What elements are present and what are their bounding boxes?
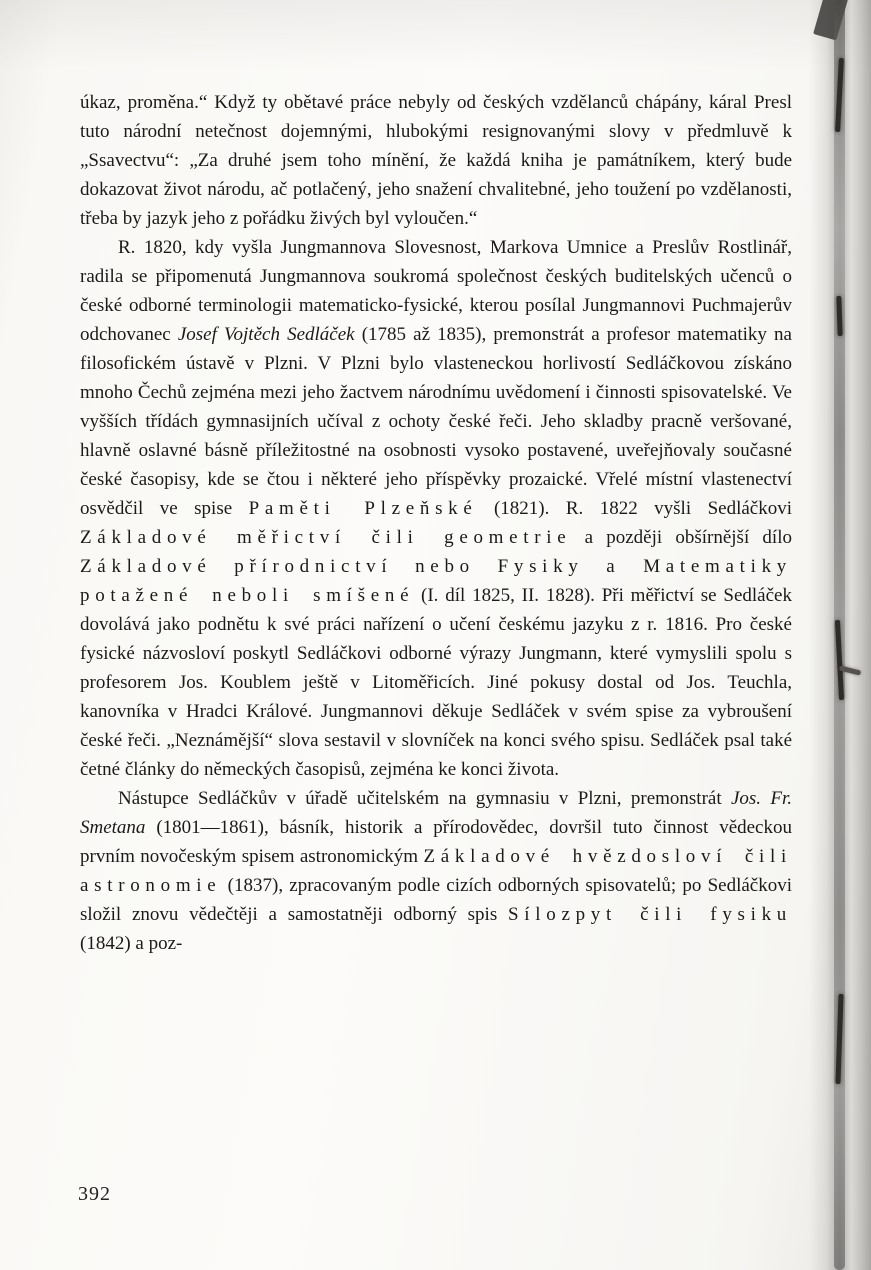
body-text: (1842) a poz-	[80, 933, 183, 954]
spaced-title-text: Základové hvězdosloví čili astronomie	[80, 846, 792, 896]
page-text	[80, 88, 792, 958]
paragraph	[80, 233, 792, 784]
italic-text: Jos. Fr. Smetana	[80, 788, 792, 838]
body-text: (I. díl 1825, II. 1828). Při měřictví se Sedláček dovolává jako podnětu k své práci nařízení o učení českému jazyku z r. 1816. Pro české fysické názvosloví poskytl Sedláčkovi odborné výrazy Jungmann, které vymyslili spolu s profesorem Jos. Koublem ještě v Litoměřicích. Jiné pokusy dostal od Jos. Teuchla, kanovníka v Hradci Králové. Jungmannovi děkuje Sedláček v svém spise za vybroušení české řeči. „Neznámější“ slova sestavil v slovníček na konci svého spisu. Sedláček psal také četné články do německých časopisů, zejména ke konci života.	[80, 585, 792, 780]
italic-text: Josef Vojtěch Sedláček	[177, 324, 355, 345]
body-text: (1837), zpracovaným podle cizích odborných spisovatelů; po Sedláčkovi složil znovu vědečtěji a samostatněji odborný spis	[80, 875, 792, 925]
body-text: úkaz, proměna.“ Když ty obětavé práce nebyly od českých vzdělanců chápány, káral Presl tuto národní netečnost dojemnými, hlubokými resignovanými slovy v předmluvě k „Ssavectvu“: „Za druhé jsem toho mínění, že každá kniha je památníkem, který bude dokazovat život národu, ač potlačený, jeho snažení chvalitebné, jeho toužení po vzdělanosti, třeba by jazyk jeho z pořádku živých byl vyloučen.“	[80, 92, 792, 229]
scan-shadow	[0, 0, 871, 70]
spaced-title-text: Základové přírodnictví nebo Fysiky a Matematiky potažené neboli smíšené	[80, 556, 792, 606]
paragraph	[80, 784, 792, 958]
body-text: Nástupce Sedláčkův v úřadě učitelském na gymnasiu v Plzni, premonstrát	[118, 788, 731, 809]
page-number: 392	[78, 1183, 111, 1205]
body-text: R. 1820, kdy vyšla Jungmannova Slovesnost, Markova Umnice a Preslův Rostlinář, radila se připomenutá Jungmannova soukromá společnost českých buditelských učenců o české odborné terminologii matematicko-fysické, kterou posílal Jungmannovi Puchmajerův odchovanec	[80, 237, 792, 345]
spaced-title-text: Paměti Plzeňské	[248, 498, 478, 519]
spaced-title-text: Základové měřictví čili geometrie	[80, 527, 572, 548]
paragraph	[80, 88, 792, 233]
book-binding-edge	[809, 0, 871, 1270]
body-text: (1801—1861), básník, historik a přírodovědec, dovršil tuto činnost vědeckou prvním novočeským spisem astronomickým	[80, 817, 792, 867]
spaced-title-text: Sílozpyt čili fysiku	[508, 904, 793, 925]
body-text: (1785 až 1835), premonstrát a profesor matematiky na filosofickém ústavě v Plzni. V Plzni bylo vlasteneckou horlivostí Sedláčkovou získáno mnoho Čechů zejména mezi jeho žactvem národnímu uvědomení i činnosti spisovatelské. Ve vyšších třídách gymnasijních učíval z ochoty české řeči. Jeho skladby pracně veršované, hlavně oslavné básně příležitostné na osobnosti vysoko postavené, uveřejňovaly současné české časopisy, kde se čtou i některé jeho příspěvky prozaické. Vřelé místní vlastenectví osvědčil ve spise	[80, 324, 792, 519]
body-text: a později obšírnější dílo	[571, 527, 792, 548]
body-text: (1821). R. 1822 vyšli Sedláčkovi	[477, 498, 792, 519]
